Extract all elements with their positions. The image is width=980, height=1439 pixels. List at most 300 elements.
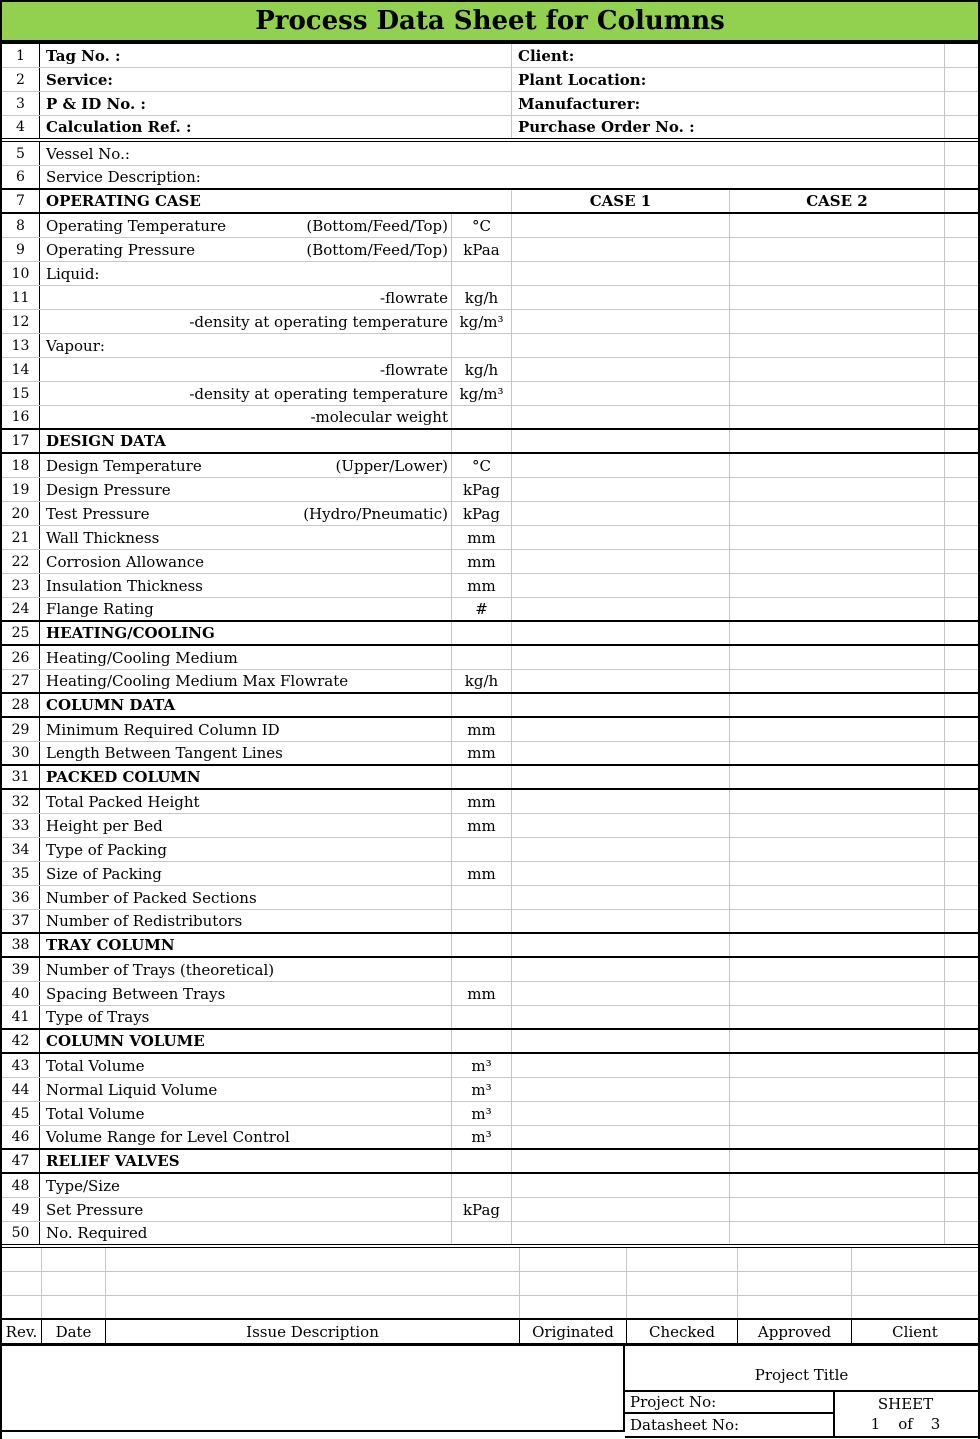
project-title-label: Project Title bbox=[754, 1366, 849, 1384]
case2-value-cell[interactable] bbox=[730, 1222, 945, 1244]
case1-value-cell[interactable] bbox=[512, 1198, 730, 1221]
manufacturer-field[interactable] bbox=[512, 92, 945, 115]
row-label: Insulation Thickness bbox=[46, 576, 203, 595]
case2-value-cell[interactable] bbox=[730, 1054, 945, 1077]
row-label-cell bbox=[40, 598, 452, 620]
case2-value-cell[interactable] bbox=[730, 1078, 945, 1101]
vessel-no-label: Vessel No.: bbox=[46, 144, 130, 163]
case2-value-cell[interactable] bbox=[730, 286, 945, 309]
revision-cell[interactable] bbox=[2, 1248, 42, 1271]
case1-value-cell[interactable] bbox=[512, 478, 730, 501]
case2-value-cell[interactable] bbox=[730, 982, 945, 1005]
case1-value-cell[interactable] bbox=[512, 646, 730, 669]
case1-value-cell[interactable] bbox=[512, 1102, 730, 1125]
row-label-cell bbox=[40, 478, 452, 501]
margin-cell bbox=[945, 958, 978, 981]
margin-cell bbox=[945, 262, 978, 285]
tag-no-label: Tag No. : bbox=[46, 46, 121, 65]
case1-value-cell[interactable] bbox=[512, 718, 730, 741]
row-number-text: 19 bbox=[11, 481, 30, 498]
case2-value-cell[interactable] bbox=[730, 574, 945, 597]
case2-value-cell[interactable] bbox=[730, 1150, 945, 1172]
margin-cell bbox=[945, 334, 978, 357]
revision-cell[interactable] bbox=[852, 1296, 978, 1318]
margin-cell bbox=[945, 454, 978, 477]
margin-cell bbox=[945, 116, 978, 138]
row-number bbox=[2, 286, 40, 309]
case2-value-cell[interactable] bbox=[730, 382, 945, 405]
row-number-text: 4 bbox=[16, 119, 25, 135]
row-number bbox=[2, 574, 40, 597]
purchase-order-field[interactable] bbox=[512, 116, 945, 138]
service-label: Service: bbox=[46, 70, 113, 89]
row-label-qualifier: (Bottom/Feed/Top) bbox=[306, 240, 448, 259]
row-number-text: 5 bbox=[16, 145, 25, 162]
data-row bbox=[2, 742, 978, 766]
row-label-cell bbox=[40, 382, 452, 405]
vessel-no-field[interactable] bbox=[40, 142, 945, 165]
case2-value-cell[interactable] bbox=[730, 958, 945, 981]
row-number bbox=[2, 550, 40, 573]
margin-cell bbox=[945, 742, 978, 764]
case1-value-cell[interactable] bbox=[512, 382, 730, 405]
margin-cell bbox=[945, 1102, 978, 1125]
row-unit bbox=[452, 238, 512, 261]
case1-value-cell[interactable] bbox=[512, 1174, 730, 1197]
row-number-text: 47 bbox=[11, 1153, 30, 1169]
row-number bbox=[2, 862, 40, 885]
row-unit bbox=[452, 742, 512, 764]
project-title-cell[interactable] bbox=[625, 1346, 978, 1392]
case1-value-cell[interactable] bbox=[512, 214, 730, 237]
row-number-text: 1 bbox=[16, 47, 25, 64]
case2-value-cell[interactable] bbox=[730, 262, 945, 285]
row-number-text: 38 bbox=[11, 937, 30, 953]
revision-cell[interactable] bbox=[42, 1296, 106, 1318]
case1-value-cell[interactable] bbox=[512, 454, 730, 477]
revision-cell[interactable] bbox=[627, 1296, 738, 1318]
case1-value-cell[interactable] bbox=[512, 406, 730, 428]
row-number-text: 26 bbox=[11, 649, 30, 666]
data-row bbox=[2, 1078, 978, 1102]
case1-value-cell[interactable] bbox=[512, 742, 730, 764]
row-unit bbox=[452, 502, 512, 525]
row-unit bbox=[452, 1030, 512, 1052]
case2-value-cell[interactable] bbox=[730, 790, 945, 813]
row-number-text: 49 bbox=[11, 1201, 30, 1218]
case1-value-cell[interactable] bbox=[512, 622, 730, 644]
case1-value-cell[interactable] bbox=[512, 1150, 730, 1172]
row-number bbox=[2, 478, 40, 501]
row-number bbox=[2, 526, 40, 549]
row-unit-text: mm bbox=[467, 528, 496, 547]
case1-value-cell[interactable] bbox=[512, 1126, 730, 1148]
data-row bbox=[2, 550, 978, 574]
revision-cell[interactable] bbox=[627, 1248, 738, 1271]
row-number bbox=[2, 1174, 40, 1197]
case2-value-cell[interactable] bbox=[730, 454, 945, 477]
margin-cell bbox=[945, 766, 978, 788]
sheet-count bbox=[871, 1415, 941, 1433]
revision-cell[interactable] bbox=[852, 1272, 978, 1295]
data-row bbox=[2, 982, 978, 1006]
row-unit bbox=[452, 694, 512, 716]
section-header-row bbox=[2, 1030, 978, 1054]
row-number-text: 6 bbox=[16, 169, 25, 185]
margin-cell bbox=[945, 526, 978, 549]
case2-value-cell[interactable] bbox=[730, 478, 945, 501]
case2-value-cell[interactable] bbox=[730, 814, 945, 837]
row-label-qualifier: (Upper/Lower) bbox=[335, 456, 448, 475]
row-label-qualifier: (Bottom/Feed/Top) bbox=[306, 216, 448, 235]
case1-value-cell[interactable] bbox=[512, 886, 730, 909]
row-number-text: 24 bbox=[11, 601, 30, 617]
rev-header-issue-description bbox=[106, 1320, 520, 1343]
case2-value-cell[interactable] bbox=[730, 910, 945, 932]
case2-value-cell[interactable] bbox=[730, 430, 945, 452]
case1-value-cell[interactable] bbox=[512, 262, 730, 285]
title-block-left bbox=[625, 1392, 835, 1436]
data-row bbox=[2, 358, 978, 382]
row-unit-text: kg/m³ bbox=[459, 384, 504, 403]
row-unit-text: °C bbox=[472, 456, 491, 475]
case2-value-cell[interactable] bbox=[730, 646, 945, 669]
case1-value-cell[interactable] bbox=[512, 430, 730, 452]
row-label-cell bbox=[40, 742, 452, 764]
row-label: Length Between Tangent Lines bbox=[46, 744, 283, 762]
revision-cell[interactable] bbox=[106, 1272, 520, 1295]
case2-value-cell[interactable] bbox=[730, 358, 945, 381]
row-unit bbox=[452, 622, 512, 644]
case2-value-cell[interactable] bbox=[730, 886, 945, 909]
case2-value-cell[interactable] bbox=[730, 694, 945, 716]
case2-value-cell[interactable] bbox=[730, 862, 945, 885]
datasheet-no-field[interactable] bbox=[625, 1414, 833, 1436]
pid-no-label: P & ID No. : bbox=[46, 94, 146, 113]
margin-cell bbox=[945, 238, 978, 261]
row-number-text: 32 bbox=[11, 793, 30, 810]
row-number-text: 3 bbox=[16, 95, 25, 112]
rev-header-date-text: Date bbox=[55, 1322, 92, 1341]
client-label: Client: bbox=[518, 46, 575, 65]
case2-value-cell[interactable] bbox=[730, 1126, 945, 1148]
full-row bbox=[2, 166, 978, 190]
margin-cell bbox=[945, 286, 978, 309]
row-label: Type of Packing bbox=[46, 840, 167, 859]
case2-value-cell[interactable] bbox=[730, 670, 945, 692]
plant-location-field[interactable] bbox=[512, 68, 945, 91]
case1-value-cell[interactable] bbox=[512, 910, 730, 932]
row-label: Design Temperature bbox=[46, 456, 202, 475]
data-row bbox=[2, 262, 978, 286]
case1-value-cell[interactable] bbox=[512, 310, 730, 333]
case1-value-cell[interactable] bbox=[512, 574, 730, 597]
row-unit bbox=[452, 598, 512, 620]
row-number-text: 46 bbox=[11, 1129, 30, 1145]
row-number-text: 48 bbox=[11, 1177, 30, 1194]
title-block bbox=[625, 1346, 978, 1438]
row-label: Height per Bed bbox=[46, 816, 163, 835]
service-field[interactable] bbox=[40, 68, 512, 91]
manufacturer-label: Manufacturer: bbox=[518, 94, 641, 113]
case1-value-cell[interactable] bbox=[512, 838, 730, 861]
margin-cell bbox=[945, 406, 978, 428]
case2-value-cell[interactable] bbox=[730, 598, 945, 620]
case1-header-text: CASE 1 bbox=[589, 192, 652, 210]
margin-cell bbox=[945, 598, 978, 620]
row-label: -density at operating temperature bbox=[189, 384, 448, 403]
revision-cell[interactable] bbox=[2, 1272, 42, 1295]
revision-entries-area[interactable] bbox=[2, 1346, 625, 1432]
row-label: Normal Liquid Volume bbox=[46, 1080, 218, 1099]
row-unit bbox=[452, 862, 512, 885]
case1-value-cell[interactable] bbox=[512, 694, 730, 716]
margin-cell bbox=[945, 1174, 978, 1197]
case1-value-cell[interactable] bbox=[512, 1078, 730, 1101]
row-label: Total Packed Height bbox=[46, 792, 200, 811]
case1-value-cell[interactable] bbox=[512, 790, 730, 813]
case1-value-cell[interactable] bbox=[512, 982, 730, 1005]
margin-cell bbox=[945, 430, 978, 452]
rev-header-date bbox=[42, 1320, 106, 1343]
row-label-cell bbox=[40, 1222, 452, 1244]
row-unit bbox=[452, 934, 512, 956]
row-number bbox=[2, 1150, 40, 1172]
section-header-row bbox=[2, 1150, 978, 1174]
datasheet-body bbox=[2, 214, 978, 1248]
row-unit bbox=[452, 382, 512, 405]
row-unit-text: mm bbox=[467, 744, 496, 762]
case2-value-cell[interactable] bbox=[730, 214, 945, 237]
row-unit-text: m³ bbox=[471, 1128, 492, 1146]
row-unit bbox=[452, 1006, 512, 1028]
case2-value-cell[interactable] bbox=[730, 838, 945, 861]
row-unit bbox=[452, 814, 512, 837]
client-field[interactable] bbox=[512, 44, 945, 67]
case2-value-cell[interactable] bbox=[730, 502, 945, 525]
project-no-field[interactable] bbox=[625, 1392, 833, 1414]
margin-cell bbox=[945, 166, 978, 188]
row-label-cell bbox=[40, 862, 452, 885]
row-number-text: 35 bbox=[11, 865, 30, 882]
case2-value-cell[interactable] bbox=[730, 550, 945, 573]
margin-cell bbox=[945, 1126, 978, 1148]
case1-value-cell[interactable] bbox=[512, 862, 730, 885]
revision-cell[interactable] bbox=[738, 1272, 852, 1295]
row-unit-text: mm bbox=[467, 864, 496, 883]
margin-cell bbox=[945, 670, 978, 692]
margin-cell bbox=[945, 1198, 978, 1221]
data-row bbox=[2, 286, 978, 310]
case2-value-cell[interactable] bbox=[730, 310, 945, 333]
case2-value-cell[interactable] bbox=[730, 526, 945, 549]
case2-value-cell[interactable] bbox=[730, 1198, 945, 1221]
case1-value-cell[interactable] bbox=[512, 526, 730, 549]
revision-cell[interactable] bbox=[106, 1248, 520, 1271]
data-row bbox=[2, 1006, 978, 1030]
margin-cell bbox=[945, 1054, 978, 1077]
row-unit bbox=[452, 646, 512, 669]
section-title-text: COLUMN VOLUME bbox=[46, 1032, 205, 1050]
case1-value-cell[interactable] bbox=[512, 502, 730, 525]
revision-empty-row bbox=[2, 1248, 978, 1272]
case1-value-cell[interactable] bbox=[512, 238, 730, 261]
row-number bbox=[2, 334, 40, 357]
revision-cell[interactable] bbox=[852, 1248, 978, 1271]
revision-cell[interactable] bbox=[738, 1296, 852, 1318]
row-number-text: 45 bbox=[11, 1105, 30, 1122]
section-header-row bbox=[2, 694, 978, 718]
case1-value-cell[interactable] bbox=[512, 1054, 730, 1077]
row-unit bbox=[452, 886, 512, 909]
case2-value-cell[interactable] bbox=[730, 406, 945, 428]
case1-value-cell[interactable] bbox=[512, 670, 730, 692]
row-label: -density at operating temperature bbox=[189, 312, 448, 331]
operating-case-title-text: OPERATING CASE bbox=[46, 192, 201, 210]
row-unit-text: kPag bbox=[462, 1200, 501, 1219]
row-label: Minimum Required Column ID bbox=[46, 720, 280, 739]
calculation-ref-field[interactable] bbox=[40, 116, 512, 138]
row-number-text: 12 bbox=[11, 313, 30, 330]
bottom-block bbox=[2, 1346, 978, 1438]
row-number bbox=[2, 92, 40, 115]
row-label-cell bbox=[40, 238, 452, 261]
case1-value-cell[interactable] bbox=[512, 286, 730, 309]
sheet-title-bar bbox=[2, 0, 978, 44]
row-number bbox=[2, 1102, 40, 1125]
margin-cell bbox=[945, 310, 978, 333]
case2-value-cell[interactable] bbox=[730, 334, 945, 357]
row-unit bbox=[452, 790, 512, 813]
case1-value-cell[interactable] bbox=[512, 1006, 730, 1028]
tag-no-field[interactable] bbox=[40, 44, 512, 67]
case2-value-cell[interactable] bbox=[730, 934, 945, 956]
case2-value-cell[interactable] bbox=[730, 1174, 945, 1197]
info-row bbox=[2, 44, 978, 68]
margin-cell bbox=[945, 214, 978, 237]
case1-value-cell[interactable] bbox=[512, 550, 730, 573]
revision-cell[interactable] bbox=[520, 1296, 627, 1318]
case2-value-cell[interactable] bbox=[730, 718, 945, 741]
data-row bbox=[2, 814, 978, 838]
row-label-cell bbox=[40, 1198, 452, 1221]
row-label: Design Pressure bbox=[46, 480, 171, 499]
rev-header-client bbox=[852, 1320, 978, 1343]
row-label: Vapour: bbox=[46, 336, 105, 355]
case1-value-cell[interactable] bbox=[512, 334, 730, 357]
row-unit bbox=[452, 526, 512, 549]
revision-cell[interactable] bbox=[42, 1272, 106, 1295]
row-label-cell bbox=[40, 718, 452, 741]
row-unit-text: kPag bbox=[462, 504, 501, 523]
rev-header-issue-description-text: Issue Description bbox=[246, 1322, 379, 1341]
case2-value-cell[interactable] bbox=[730, 238, 945, 261]
case2-header-text: CASE 2 bbox=[806, 192, 868, 210]
case1-value-cell[interactable] bbox=[512, 766, 730, 788]
revision-cell[interactable] bbox=[738, 1248, 852, 1271]
row-label: Operating Temperature bbox=[46, 216, 227, 235]
sheet-number: 1 bbox=[870, 1415, 881, 1434]
sheet-label: SHEET bbox=[877, 1394, 934, 1413]
row-unit bbox=[452, 766, 512, 788]
revision-cell[interactable] bbox=[627, 1272, 738, 1295]
row-number bbox=[2, 1198, 40, 1221]
sheet-total: 3 bbox=[930, 1415, 941, 1434]
section-header-row bbox=[2, 622, 978, 646]
data-row bbox=[2, 1198, 978, 1222]
row-unit bbox=[452, 334, 512, 357]
margin-cell bbox=[945, 910, 978, 932]
case2-value-cell[interactable] bbox=[730, 1030, 945, 1052]
row-unit-text: m³ bbox=[471, 1080, 492, 1099]
row-unit bbox=[452, 430, 512, 452]
case1-value-cell[interactable] bbox=[512, 358, 730, 381]
section-title bbox=[40, 430, 452, 452]
data-row bbox=[2, 646, 978, 670]
row-number bbox=[2, 454, 40, 477]
case1-value-cell[interactable] bbox=[512, 814, 730, 837]
revision-cell[interactable] bbox=[106, 1296, 520, 1318]
row-unit-text: kg/h bbox=[464, 672, 499, 690]
case2-value-cell[interactable] bbox=[730, 742, 945, 764]
case1-value-cell[interactable] bbox=[512, 598, 730, 620]
row-unit-text: mm bbox=[467, 576, 496, 595]
row-label-cell bbox=[40, 526, 452, 549]
pid-no-field[interactable] bbox=[40, 92, 512, 115]
case1-value-cell[interactable] bbox=[512, 1222, 730, 1244]
row-label: -flowrate bbox=[380, 288, 448, 307]
row-number bbox=[2, 502, 40, 525]
section-title bbox=[40, 622, 452, 644]
case2-value-cell[interactable] bbox=[730, 766, 945, 788]
case2-value-cell[interactable] bbox=[730, 1006, 945, 1028]
info-row bbox=[2, 116, 978, 142]
row-unit-text: °C bbox=[472, 216, 491, 235]
revision-cell[interactable] bbox=[2, 1296, 42, 1318]
row-label-cell bbox=[40, 790, 452, 813]
revision-table-header bbox=[2, 1320, 978, 1346]
row-number-text: 10 bbox=[11, 265, 30, 282]
row-number bbox=[2, 1078, 40, 1101]
revision-cell[interactable] bbox=[520, 1248, 627, 1271]
case2-value-cell[interactable] bbox=[730, 1102, 945, 1125]
row-number bbox=[2, 68, 40, 91]
row-unit bbox=[452, 982, 512, 1005]
row-label-cell bbox=[40, 1102, 452, 1125]
service-description-field[interactable] bbox=[40, 166, 945, 188]
margin-cell bbox=[945, 694, 978, 716]
data-row bbox=[2, 454, 978, 478]
case1-value-cell[interactable] bbox=[512, 1030, 730, 1052]
row-number-text: 34 bbox=[11, 841, 30, 858]
case1-column-header bbox=[512, 190, 730, 212]
revision-cell[interactable] bbox=[520, 1272, 627, 1295]
row-number bbox=[2, 190, 40, 212]
row-number bbox=[2, 670, 40, 692]
case1-value-cell[interactable] bbox=[512, 934, 730, 956]
case1-value-cell[interactable] bbox=[512, 958, 730, 981]
row-number bbox=[2, 598, 40, 620]
margin-cell bbox=[945, 190, 978, 212]
case2-value-cell[interactable] bbox=[730, 622, 945, 644]
margin-cell bbox=[945, 92, 978, 115]
row-number bbox=[2, 262, 40, 285]
section-title bbox=[40, 1150, 452, 1172]
row-label-cell bbox=[40, 550, 452, 573]
revision-cell[interactable] bbox=[42, 1248, 106, 1271]
sheet-cell bbox=[835, 1392, 976, 1436]
row-label: Number of Trays (theoretical) bbox=[46, 960, 275, 979]
